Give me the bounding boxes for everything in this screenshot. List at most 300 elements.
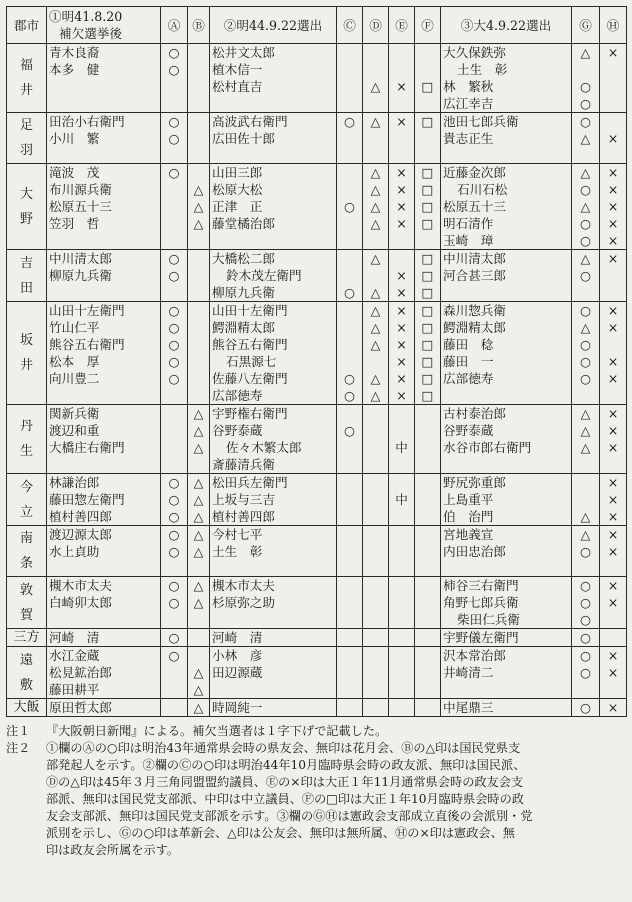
mark: × (607, 648, 619, 663)
mark-col-e (389, 526, 415, 577)
mark: × (607, 182, 619, 197)
mark: × (607, 509, 619, 524)
mark: × (607, 320, 619, 335)
mark: ○ (580, 268, 591, 283)
mark: ○ (580, 665, 591, 680)
mark: □ (421, 285, 434, 300)
member-name: 池田七郎兵衛 (443, 114, 519, 129)
mark (391, 647, 412, 664)
mark-col-g (572, 647, 600, 699)
district-name-char: 遠 (19, 652, 33, 668)
district-name-char: 井 (19, 83, 33, 98)
mark: × (607, 251, 619, 266)
member-name: 林謙治郎 (49, 475, 100, 490)
member-name: 柿谷三右衛門 (443, 578, 519, 593)
name-col-3 (441, 474, 572, 526)
mark: ○ (168, 371, 180, 386)
mark (339, 232, 360, 249)
mark-col-d (363, 629, 389, 647)
member-name: 水上貞助 (49, 544, 100, 559)
mark: ○ (580, 700, 591, 715)
mark: ○ (580, 354, 591, 369)
mark (391, 422, 412, 439)
member-name: 内田忠治郎 (443, 544, 506, 559)
member-name: 松村直吉 (212, 79, 263, 94)
mark (602, 629, 624, 646)
mark-col-h (600, 474, 627, 526)
mark: □ (421, 337, 434, 352)
mark-col-h (600, 526, 627, 577)
mark (417, 681, 438, 698)
mark (339, 543, 360, 560)
member-name: 鰐淵精太郎 (212, 320, 275, 335)
district-name-char: 福 (19, 58, 33, 73)
mark: ○ (580, 648, 591, 663)
member-name: 今村七平 (212, 527, 263, 542)
mark (391, 577, 412, 594)
mark: △ (580, 45, 591, 60)
mark (163, 611, 185, 628)
mark: × (607, 371, 619, 386)
mark-col-h (600, 164, 627, 250)
mark (602, 113, 624, 130)
mark: △ (370, 303, 381, 318)
mark (417, 439, 438, 456)
mark (417, 629, 438, 646)
member-name: 谷野泰蔵 (212, 423, 263, 438)
mark (602, 611, 624, 628)
member-name: 貴志正生 (443, 131, 494, 146)
mark (339, 405, 360, 422)
mark (391, 232, 412, 249)
mark (365, 267, 386, 284)
name-col-1 (47, 113, 161, 164)
mark: △ (193, 423, 204, 438)
mark: △ (193, 406, 204, 421)
mark (602, 95, 624, 112)
mark (574, 61, 597, 78)
member-name (212, 611, 334, 628)
name-col-1 (47, 699, 161, 717)
mark: ○ (580, 182, 591, 197)
mark (391, 526, 412, 543)
mark: △ (193, 492, 204, 507)
district-name (7, 250, 47, 302)
member-name: 河合甚三郎 (443, 268, 506, 283)
mark-col-f (415, 577, 441, 629)
mark: △ (193, 595, 204, 610)
name-col-3 (441, 647, 572, 699)
mark-col-a (161, 526, 188, 577)
mark (602, 61, 624, 78)
mark (391, 699, 412, 716)
mark: △ (370, 79, 381, 94)
member-name: 河崎 清 (212, 630, 263, 645)
member-name: 松原五十三 (443, 199, 506, 214)
district-name-char: 吉 (19, 255, 33, 271)
mark: △ (580, 320, 591, 335)
mark-col-c (337, 113, 363, 164)
mark (190, 611, 207, 628)
note-line: ①欄のⒶの○印は明治43年通常県会時の県友会、無印は花月会、Ⓑの△印は国民党県支 (46, 741, 521, 755)
mark (602, 456, 624, 473)
note-label: 注１ (6, 724, 31, 738)
district-name (7, 164, 47, 250)
member-name: 槻木市太夫 (49, 578, 112, 593)
member-name: 石黒源七 (226, 354, 277, 369)
header-election-1: ①明41.8.20 補欠選挙後 (47, 7, 161, 44)
district-name (7, 577, 47, 629)
mark-col-d (363, 405, 389, 474)
member-name: 広田佐十郎 (212, 131, 275, 146)
member-name: 柴田仁兵衛 (457, 612, 520, 627)
member-name: 藤田惣左衛門 (49, 492, 125, 507)
mark (417, 526, 438, 543)
mark (574, 491, 597, 508)
mark (365, 577, 386, 594)
mark-col-c (337, 302, 363, 405)
mark (365, 422, 386, 439)
mark (574, 284, 597, 301)
member-name: 植村善四郎 (49, 509, 112, 524)
mark-col-a (161, 699, 188, 717)
member-name: 古村泰治郎 (443, 406, 506, 421)
mark (339, 250, 360, 267)
mark: □ (421, 354, 434, 369)
district-row (7, 250, 627, 302)
mark (339, 336, 360, 353)
member-name (212, 95, 334, 112)
mark-col-b (188, 699, 210, 717)
note-line: 部発起人を示す。②欄のⒸの○印は明治44年10月臨時県会時の政友派、無印は国民派、 (46, 758, 526, 772)
note-text (46, 723, 626, 740)
header-col-e: Ⓔ (389, 7, 415, 44)
mark (391, 95, 412, 112)
mark: ○ (580, 612, 591, 627)
name-col-3 (441, 699, 572, 717)
mark-col-h (600, 405, 627, 474)
mark: △ (370, 285, 381, 300)
mark: ○ (168, 337, 180, 352)
mark: △ (370, 216, 381, 231)
mark (417, 664, 438, 681)
mark-col-c (337, 44, 363, 113)
mark-col-a (161, 164, 188, 250)
mark (391, 44, 412, 61)
district-name (7, 44, 47, 113)
mark (417, 130, 438, 147)
header-city: 郡市 (7, 7, 47, 44)
mark-col-h (600, 250, 627, 302)
district-name-char: 足 (19, 118, 33, 133)
mark-col-e (389, 44, 415, 113)
mark-col-h (600, 629, 627, 647)
mark: ○ (580, 595, 591, 610)
mark-col-f (415, 629, 441, 647)
member-name: 松田兵左衛門 (212, 475, 288, 490)
mark (190, 319, 207, 336)
mark (339, 611, 360, 628)
mark (163, 664, 185, 681)
mark: ○ (168, 251, 180, 266)
mark (339, 439, 360, 456)
member-name (49, 387, 158, 404)
mark-col-b (188, 44, 210, 113)
mark: ○ (168, 509, 180, 524)
member-name: 大橋庄右衛門 (49, 440, 125, 455)
mark-col-e (389, 699, 415, 717)
mark (163, 215, 185, 232)
mark-col-e (389, 629, 415, 647)
district-name-char: 敷 (19, 677, 33, 693)
mark-col-d (363, 164, 389, 250)
mark (602, 387, 624, 404)
mark-col-a (161, 474, 188, 526)
member-name: 宇野儀左衛門 (443, 630, 519, 645)
mark (339, 164, 360, 181)
mark (602, 267, 624, 284)
name-col-1 (47, 44, 161, 113)
mark (163, 181, 185, 198)
name-col-3 (441, 164, 572, 250)
mark: ○ (168, 527, 180, 542)
mark-col-g (572, 44, 600, 113)
member-name: 土生 彰 (457, 62, 508, 77)
mark (163, 387, 185, 404)
member-name: 上島重平 (443, 492, 494, 507)
mark (365, 594, 386, 611)
mark-col-h (600, 44, 627, 113)
member-name (49, 456, 158, 473)
mark (365, 61, 386, 78)
note-line: 印は政友会所属を示す。 (46, 843, 180, 857)
mark-col-f (415, 113, 441, 164)
member-name: 植村善四郎 (212, 509, 275, 524)
mark (339, 302, 360, 319)
mark: △ (580, 406, 591, 421)
header-col-g: Ⓖ (572, 7, 600, 44)
mark: ○ (344, 423, 355, 438)
mark-col-f (415, 405, 441, 474)
member-name: 向川豊二 (49, 371, 100, 386)
member-name (443, 456, 569, 473)
note-line: 友会支部派、無印は国民党支部派を示す。③欄のⒼⒽは憲政会支部成立直後の会派別・党 (46, 809, 533, 823)
mark-col-g (572, 164, 600, 250)
member-name: 中川清太郎 (443, 251, 506, 266)
mark-col-b (188, 474, 210, 526)
mark (417, 508, 438, 525)
header-row (7, 7, 627, 44)
mark-col-a (161, 44, 188, 113)
mark: ○ (168, 492, 180, 507)
member-name: 熊谷五右衛門 (212, 337, 288, 352)
mark: × (396, 216, 407, 231)
district-name-char: 坂 (19, 333, 33, 348)
mark (339, 215, 360, 232)
table-body (7, 44, 627, 717)
mark: ○ (168, 648, 180, 663)
member-name: 槻木市太夫 (212, 578, 275, 593)
member-name: 本多 健 (49, 62, 100, 77)
member-name: 土生 彰 (212, 544, 263, 559)
mark (163, 681, 185, 698)
mark: △ (580, 440, 591, 455)
mark: × (607, 578, 619, 593)
mark: ○ (580, 578, 591, 593)
mark (391, 508, 412, 525)
member-name: 小川 繁 (49, 131, 100, 146)
mark: □ (421, 165, 434, 180)
mark: ○ (168, 165, 180, 180)
mark: ○ (168, 45, 180, 60)
mark-col-c (337, 164, 363, 250)
district-name-char: 羽 (19, 143, 33, 158)
member-name: 水谷市郎右衛門 (443, 440, 532, 455)
mark: ○ (580, 79, 591, 94)
name-col-3 (441, 577, 572, 629)
mark (365, 474, 386, 491)
member-name: 時岡純一 (212, 700, 263, 715)
mark-col-b (188, 577, 210, 629)
mark (163, 95, 185, 112)
mark-col-h (600, 113, 627, 164)
mark-col-e (389, 113, 415, 164)
mark: □ (421, 388, 434, 403)
name-col-3 (441, 405, 572, 474)
mark (339, 629, 360, 646)
mark-col-d (363, 302, 389, 405)
mark (365, 405, 386, 422)
mark (417, 44, 438, 61)
mark (190, 113, 207, 130)
mark-col-a (161, 629, 188, 647)
mark-col-d (363, 113, 389, 164)
mark-col-c (337, 405, 363, 474)
mark-col-b (188, 405, 210, 474)
member-name: 広部徳寿 (212, 388, 263, 403)
member-name: 笠羽 哲 (49, 216, 100, 231)
mark (417, 422, 438, 439)
mark: △ (580, 509, 591, 524)
mark: △ (370, 371, 381, 386)
mark: □ (421, 114, 434, 129)
mark: ○ (580, 544, 591, 559)
mark (190, 353, 207, 370)
mark: △ (370, 114, 381, 129)
mark: × (607, 354, 619, 369)
mark (190, 61, 207, 78)
mark-col-h (600, 302, 627, 405)
mark-col-b (188, 164, 210, 250)
mark: ○ (344, 114, 355, 129)
note-label: 注２ (6, 741, 31, 755)
member-name: 森川惣兵衛 (443, 303, 506, 318)
mark: ○ (580, 630, 591, 645)
mark: × (607, 595, 619, 610)
name-col-3 (441, 629, 572, 647)
mark (365, 232, 386, 249)
note-line: 派別を示し、Ⓖの○印は革新会、△印は公友会、無印は無所属、Ⓗの×印は憲政会、無 (46, 826, 515, 840)
mark: △ (580, 131, 591, 146)
mark (339, 681, 360, 698)
district-row (7, 405, 627, 474)
mark: × (607, 45, 619, 60)
member-name: 水江金蔵 (49, 648, 100, 663)
mark: ○ (168, 303, 180, 318)
district-row (7, 113, 627, 164)
member-name: 林 繁秋 (443, 79, 494, 94)
mark: □ (421, 251, 434, 266)
mark (417, 456, 438, 473)
mark-col-g (572, 526, 600, 577)
member-name: 藤田 一 (443, 354, 494, 369)
mark (163, 405, 185, 422)
member-name (49, 78, 158, 95)
mark-col-b (188, 250, 210, 302)
mark (365, 611, 386, 628)
mark: △ (193, 578, 204, 593)
note (6, 723, 626, 740)
mark-col-e (389, 474, 415, 526)
member-name: 竹山仁平 (49, 320, 100, 335)
mark (391, 405, 412, 422)
mark: ○ (344, 371, 355, 386)
mark (365, 439, 386, 456)
member-name: 山田三郎 (212, 165, 263, 180)
district-row (7, 302, 627, 405)
mark: △ (193, 475, 204, 490)
mark: □ (421, 199, 434, 214)
mark-col-c (337, 699, 363, 717)
mark: ○ (168, 595, 180, 610)
mark: × (396, 285, 407, 300)
mark: □ (421, 303, 434, 318)
name-col-2 (210, 44, 337, 113)
mark: ○ (580, 337, 591, 352)
mark (339, 647, 360, 664)
mark: □ (421, 371, 434, 386)
header-col-h: Ⓗ (600, 7, 627, 44)
member-name: 野尻弥重郎 (443, 475, 506, 490)
mark-col-e (389, 647, 415, 699)
mark-col-g (572, 474, 600, 526)
mark (417, 95, 438, 112)
member-name (443, 681, 569, 698)
mark (391, 456, 412, 473)
mark-col-d (363, 474, 389, 526)
member-name: 松本 厚 (49, 354, 100, 369)
member-name: 小林 彦 (212, 648, 263, 663)
mark-col-a (161, 577, 188, 629)
mark: △ (370, 337, 381, 352)
mark: × (607, 216, 619, 231)
mark (339, 78, 360, 95)
mark-col-c (337, 577, 363, 629)
district-name-char: 今 (19, 479, 33, 495)
member-name: 広部徳寿 (443, 371, 494, 386)
name-col-1 (47, 250, 161, 302)
mark (163, 232, 185, 249)
member-name: 渡辺源太郎 (49, 527, 112, 542)
member-name: 斎藤清兵衛 (212, 457, 275, 472)
member-name: 近藤金次郎 (443, 165, 506, 180)
mark-col-c (337, 526, 363, 577)
note (6, 740, 626, 859)
name-col-1 (47, 405, 161, 474)
mark: ○ (168, 320, 180, 335)
member-name: 藤堂橘治郎 (212, 216, 275, 231)
mark (163, 78, 185, 95)
